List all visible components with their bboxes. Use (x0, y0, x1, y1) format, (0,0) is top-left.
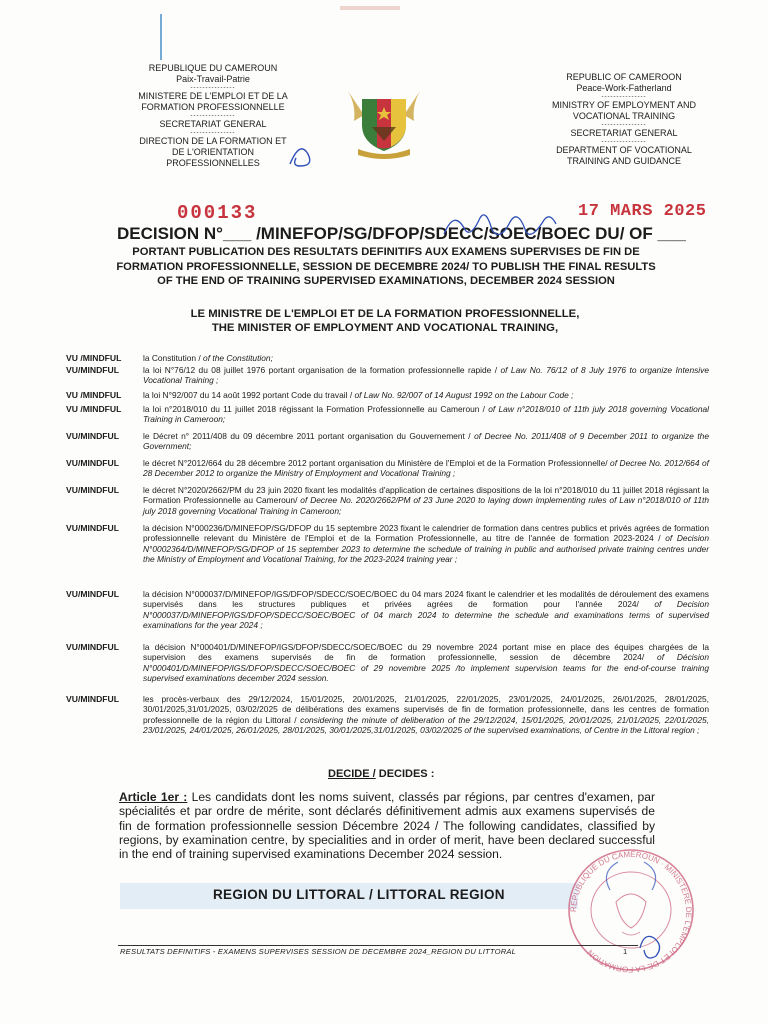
region-title: REGION DU LITTORAL / LITTORAL REGION (213, 887, 505, 902)
visa-text: le Décret n° 2011/408 du 09 décembre 2011 portant organisation du Gouvernement / of Decree No. 2011/408 of 9 December 2011 to organize the Government; (143, 431, 709, 452)
visa-text: la décision N°000037/D/MINEFOP/IGS/DFOP/SDECC/SOEC/BOEC du 04 mars 2024 fixant le calendrier et les modalités de déroulement des examens supervisés dans les structures publiques et privées agrées de formation pour l'année 2024/ of Decision N°000037/D/MINEFOP/IGS/DFOP/SDECC/SOEC/BOEC of 04 march 2024 to determine the schedule and examinations terms of supervised examinations for the year 2024 ; (143, 589, 709, 631)
visa-label: VU/MINDFUL (66, 589, 119, 599)
header-en (534, 72, 714, 167)
header-en-ministry: MINISTRY OF EMPLOYMENT AND VOCATIONAL TRAINING (551, 100, 697, 121)
handwritten-signature-scribble (440, 204, 560, 244)
handwritten-mark (282, 136, 322, 176)
footer-page-number: 1 (623, 947, 628, 956)
coat-of-arms-emblem (344, 85, 424, 163)
svg-text:REPUBLIQUE DU CAMEROUN · MINIS: REPUBLIQUE DU CAMEROUN · MINISTERE DE L'EMPLOI ET DE LA FORMATION (568, 849, 694, 975)
header-en-department: DEPARTMENT OF VOCATIONAL TRAINING AND GUIDANCE (556, 145, 692, 166)
header-fr-separator-2: --------------- (190, 113, 236, 119)
visa-text: le décret N°2012/664 du 28 décembre 2012 portant organisation du Ministère de l'Emploi et de la Formation Professionnelle/ of Decree No. 2012/664 of 28 December 2012 to organize the Ministry of Employment and Vocational Training ; (143, 458, 709, 479)
header-fr-motto: Paix-Travail-Patrie (176, 74, 250, 84)
article-1-label: Article 1er : (119, 790, 188, 804)
header-fr-separator-3: --------------- (190, 130, 236, 136)
header-en-country: REPUBLIC OF CAMEROON (566, 72, 682, 82)
visa-text: la Constitution / of the Constitution; (143, 353, 273, 363)
decision-title: DECISION N°___ /MINEFOP/SG/DFOP/SDECC/SOEC/BOEC DU/ OF ___ (117, 224, 686, 243)
decide-rest: DECIDES : (375, 768, 435, 780)
header-fr (118, 63, 308, 169)
visa-text: la loi N°92/007 du 14 août 1992 portant Code du travail / of Law No. 92/007 of 14 August 1992 on the Labour Code ; (143, 390, 574, 400)
visa-label: VU/MINDFUL (66, 458, 119, 468)
footer-text: RESULTATS DEFINITIFS - EXAMENS SUPERVISES SESSION DE DECEMBRE 2024_REGION DU LITTORAL (120, 947, 517, 956)
visa-label: VU/MINDFUL (66, 642, 119, 652)
header-en-separator-3: --------------- (601, 139, 647, 145)
decision-number-stamp: 000133 (177, 202, 258, 224)
scan-mark (160, 14, 162, 60)
header-en-motto: Peace-Work-Fatherland (576, 83, 672, 93)
visa-label: VU /MINDFUL (66, 404, 122, 414)
minister-title-en: THE MINISTER OF EMPLOYMENT AND VOCATIONAL TRAINING, (211, 322, 559, 334)
header-fr-separator: --------------- (190, 85, 236, 91)
decide-heading (328, 768, 434, 780)
header-fr-secretariat: SECRETARIAT GENERAL (159, 119, 267, 129)
visa-label: VU /MINDFUL (66, 353, 122, 363)
header-en-secretariat: SECRETARIAT GENERAL (570, 128, 678, 138)
visa-label: VU/MINDFUL (66, 365, 119, 375)
visa-label: VU/MINDFUL (66, 523, 119, 533)
visa-text: la décision N°000401/D/MINEFOP/IGS/DFOP/SDECC/SOEC/BOEC du 29 novembre 2024 portant mise en place des équipes chargées de la supervision des examens supervisés de fin de formation professionnelle, session de décembre 2024/ of Décision N°000401/D/MINEFOP/IGS/DFOP/SDECC/SOEC/BOEC of 29 novembre 2025 /to implement supervision teams for the end-of-course training supervised examinations december 2024 session. (143, 642, 709, 684)
scan-mark-top (340, 6, 400, 10)
minister-title (120, 307, 650, 335)
minister-title-fr: LE MINISTRE DE L'EMPLOI ET DE LA FORMATION PROFESSIONNELLE, (190, 308, 580, 320)
footer-rule (118, 945, 638, 946)
decide-bold: DECIDE / (328, 768, 376, 780)
handwritten-page-mark (634, 928, 670, 964)
header-fr-direction: DIRECTION DE LA FORMATION ET DE L'ORIENTATION PROFESSIONNELLES (139, 136, 287, 168)
header-en-separator: --------------- (601, 94, 647, 100)
header-fr-ministry: MINISTERE DE L'EMPLOI ET DE LA FORMATION PROFESSIONNELLE (138, 91, 288, 112)
visa-text: la loi N°76/12 du 08 juillet 1976 portant organisation de la formation professionnelle rapide / of Law No. 76/12 of 8 July 1976 to organize Intensive Vocational Training ; (143, 365, 709, 386)
visa-text: le décret N°2020/2662/PM du 23 juin 2020 fixant les modalités d'application de certaines dispositions de la loi n°2018/010 du 11 juillet 2018 régissant la Formation Professionnelle au Cameroun/ of Decree No. 2020/2662/PM of 23 June 2020 to laying down implementing rules of Law n°2018/010 of 11th july 2018 governing Vocational Training in Cameroon; (143, 485, 709, 516)
official-seal-stamp (556, 842, 706, 977)
visa-text: la loi n°2018/010 du 11 juillet 2018 régissant la Formation Professionnelle au Cameroun / of Law n°2018/010 of 11th july 2018 governing Vocational Training in Cameroon; (143, 404, 709, 425)
decision-subtitle: PORTANT PUBLICATION DES RESULTATS DEFINITIFS AUX EXAMENS SUPERVISES DE FIN DE FORMATION PROFESSIONNELLE, SESSION DE DECEMBRE 2024/ TO PUBLISH THE FINAL RESULTS OF THE END OF TRAINING SUPERVISED EXAMINATIONS, DECEMBER 2024 SESSION (116, 246, 656, 287)
visa-label: VU /MINDFUL (66, 390, 122, 400)
decision-date-stamp: 17 MARS 2025 (578, 202, 707, 221)
header-en-separator-2: --------------- (601, 122, 647, 128)
visa-label: VU/MINDFUL (66, 485, 119, 495)
visa-label: VU/MINDFUL (66, 694, 119, 704)
visa-label: VU/MINDFUL (66, 431, 119, 441)
header-fr-country: REPUBLIQUE DU CAMEROUN (148, 63, 278, 73)
article-1-text: Les candidats dont les noms suivent, classés par régions, par centres d'examen, par spécialités et par ordre de mérite, sont déclarés définitivement admis aux examens supervisés de fin de formation professionnelle session Décembre 2024 / The following candidates, classified by regions, by examination centre, by specialities and in order of merit, have been declared successful in the end of training supervised examinations December 2024 session. (119, 790, 656, 862)
visa-text: les procès-verbaux des 29/12/2024, 15/01/2025, 20/01/2025, 21/01/2025, 22/01/2025, 23/01/2025, 24/01/2025, 26/01/2025, 28/01/2025, 30/01/2025,31/01/2025, 03/02/2025 de délibérations des examens supervisés de fin de formation professionnelle, dans les centres de formation professionnelle de la région du Littoral / considering the minute of deliberation of the 29/12/2024, 15/01/2025, 20/01/2025, 21/01/2025, 22/01/2025, 23/01/2025, 24/01/2025, 26/01/2025, 28/01/2025, 30/01/2025,31/01/2025, 03/02/2025 of the supervised examinations, of Centre in the Littoral region ; (143, 694, 709, 736)
visa-text: la décision N°000236/D/MINEFOP/SG/DFOP du 15 septembre 2023 fixant le calendrier de formation dans centres publics et privés agrées de formation professionnelle relevant du Ministère de l'Emploi et de la Formation Professionnelle, au titre de l'année de formation 2023-2024 / of Decision N°0002364/D/MINEFOP/SG/DFOP of 15 september 2023 to determine the schedule of training in public and authorised private training centres under the Ministry of Employment and Vocational Training, for the 2023-2024 training year ; (143, 523, 709, 565)
